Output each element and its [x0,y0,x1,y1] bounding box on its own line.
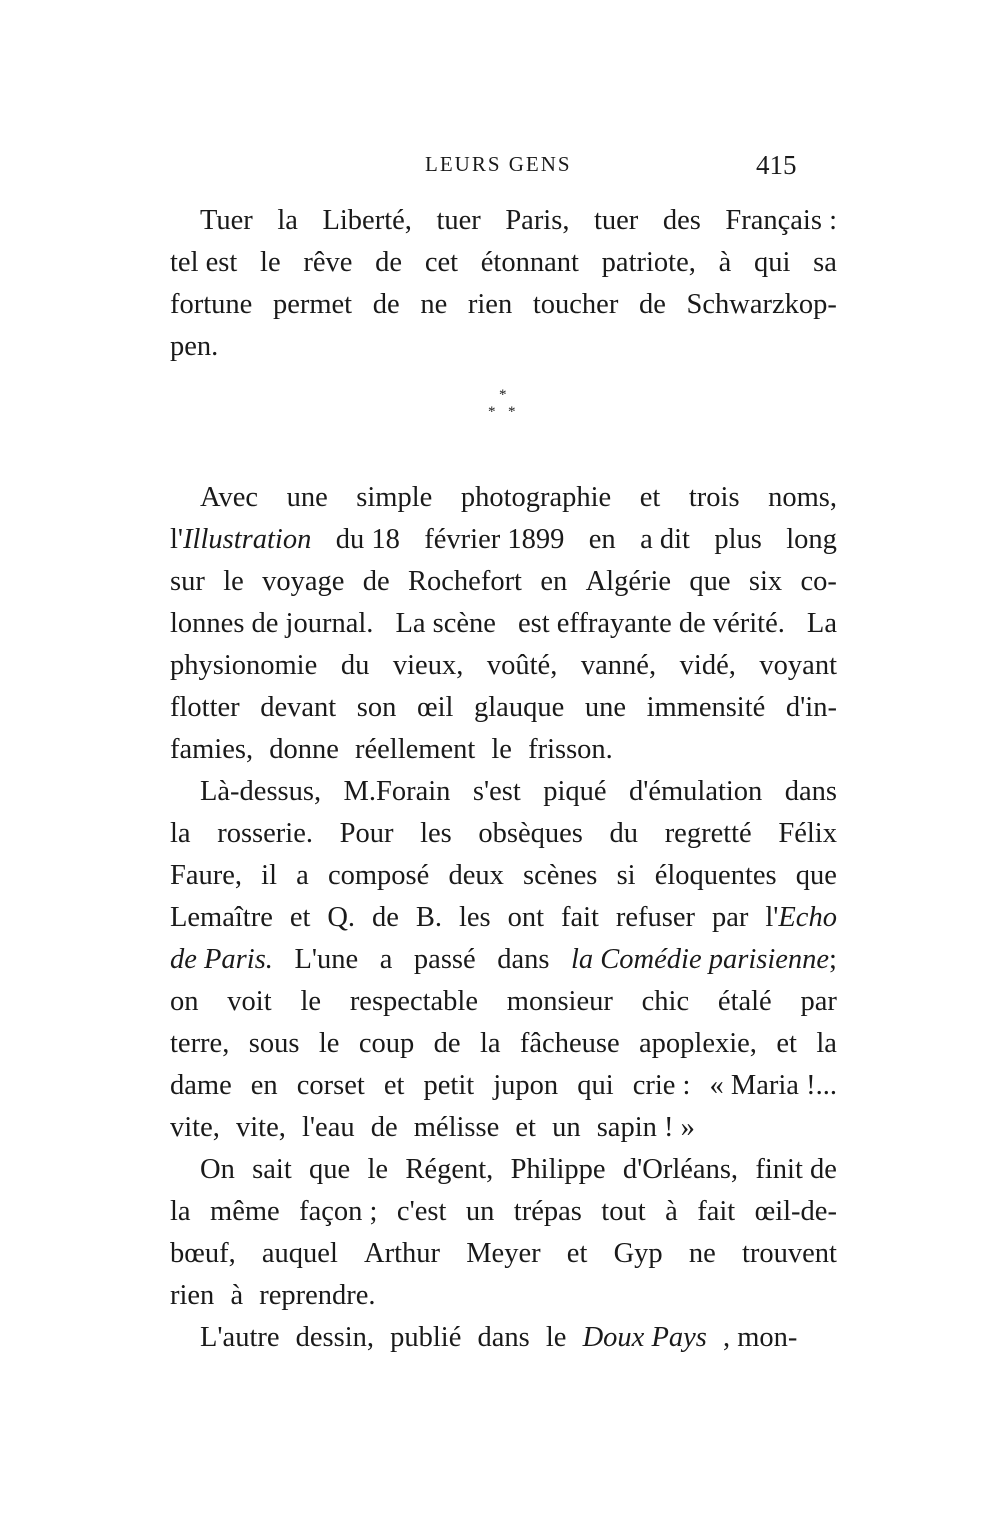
word: jupon [493,1070,559,1101]
word: vieux, [392,650,464,681]
text-line [170,729,837,771]
text-line [170,1317,837,1359]
word: regretté [664,818,752,849]
word: passé [413,944,476,975]
word: refuser [615,902,696,933]
word: Tuer [200,205,253,236]
word: la [479,1028,501,1059]
word: patriote, [601,247,696,278]
word: d'émulation [628,776,763,807]
word: et [566,1238,588,1269]
word: œil-de- [754,1196,837,1227]
word: du [340,650,370,681]
text-line [170,855,837,897]
word: sous [248,1028,300,1059]
word: Paris, [505,205,570,236]
word: Liberté, [322,205,412,236]
word: flotter [170,692,240,723]
word: rêve [303,247,353,278]
word: de [372,289,400,320]
text-line [170,813,837,855]
word: devant [260,692,337,723]
word: œil [416,692,454,723]
word: simple [356,482,433,513]
text-line [170,771,837,813]
word: rien [170,1280,215,1311]
text-line [170,477,837,519]
text-line [170,1107,837,1149]
text-line [170,1149,837,1191]
paragraph [170,477,837,771]
word: façon ; [299,1196,378,1227]
word: plus [714,524,762,555]
word: qui [754,247,791,278]
word: à [665,1196,678,1227]
text-line [170,1023,837,1065]
word: trois [688,482,740,513]
word: scènes [523,860,598,891]
word: L'autre [200,1322,280,1353]
word: éloquentes [654,860,777,891]
asterism-star: * [508,404,516,420]
paragraph [170,1149,837,1317]
word: Schwarzkop- [686,289,837,320]
word: des [662,205,701,236]
text-line [170,897,837,939]
paragraph [170,771,837,1149]
word: toucher [532,289,619,320]
word: « Maria !... [709,1070,837,1101]
word: cet [424,247,459,278]
word: du [609,818,639,849]
word: dessin, [295,1322,375,1353]
text-line [170,242,837,284]
word: dame [170,1070,232,1101]
word: pen. [170,331,219,362]
word: s'est [472,776,521,807]
word: a dit [640,524,690,555]
word: Gyp [613,1238,663,1269]
word: d'Orléans, [622,1154,739,1185]
text-line [170,1191,837,1233]
word: le [223,566,244,597]
word-group [571,939,837,981]
word: piqué [543,776,607,807]
word: B. [415,902,443,933]
text-line [170,561,837,603]
word: Rochefort [408,566,522,597]
word: Philippe [510,1154,606,1185]
word-group [575,1317,797,1359]
word: du 18 [335,524,400,555]
word: il [261,860,278,891]
word: tout [601,1196,646,1227]
word: Doux Pays [582,1322,707,1353]
word: immensité [646,692,766,723]
running-title: LEURS GENS [425,152,572,176]
word: apoplexie, [639,1028,757,1059]
word: est effrayante de vérité. [517,608,785,639]
word: le [491,734,512,765]
word: à [230,1280,244,1311]
word: qui [577,1070,614,1101]
word: la [816,1028,837,1059]
word: un [552,1112,581,1143]
word: vite, [170,1112,220,1143]
word: tuer [436,205,481,236]
word: on [170,986,199,1017]
word: La [806,608,837,639]
word: Avec [200,482,259,513]
text-line [170,326,837,368]
word: a [296,860,309,891]
word: le [545,1322,567,1353]
word: dans [784,776,837,807]
word: trépas [513,1196,582,1227]
word: vidé, [679,650,736,681]
word: coup [358,1028,415,1059]
word: et [776,1028,797,1059]
asterism-star: * [499,387,507,403]
word: le [318,1028,340,1059]
word: en [540,566,568,597]
word: fortune [170,289,253,320]
word: glauque [474,692,565,723]
word: photographie [460,482,612,513]
word: ; [829,944,837,975]
word: reprendre. [259,1280,376,1311]
word: rosserie. [217,818,313,849]
word: et [289,902,311,933]
word: bœuf, [170,1238,236,1269]
word: sa [813,247,837,278]
word: sapin ! » [596,1112,695,1143]
word: trouvent [741,1238,837,1269]
word: corset [296,1070,365,1101]
word: et [515,1112,536,1143]
word: réellement [355,734,476,765]
word: l' [765,902,779,933]
word: de [372,902,399,933]
word: les [420,818,452,849]
word: petit [423,1070,475,1101]
word: de Paris. [170,944,273,975]
paragraph [170,200,837,368]
word: dans [477,1322,530,1353]
word: en [588,524,616,555]
word: frisson. [528,734,613,765]
word: terre, [170,1028,230,1059]
word: le [300,986,322,1017]
word: par [711,902,749,933]
word: Arthur [364,1238,441,1269]
text-line [170,284,837,326]
word: voit [227,986,272,1017]
word: voyant [759,650,837,681]
word: d'in- [785,692,837,723]
text-line [170,519,837,561]
page-number: 415 [756,150,797,180]
word: en [250,1070,278,1101]
word: sur [170,566,205,597]
word: mélisse [413,1112,500,1143]
word: ont [507,902,545,933]
word: la [170,818,191,849]
word: ne [688,1238,716,1269]
word: étonnant [480,247,579,278]
word: La scène [395,608,496,639]
word: de [433,1028,461,1059]
word: noms, [768,482,837,513]
word: respectable [349,986,478,1017]
word: donne [269,734,339,765]
word: c'est [396,1196,447,1227]
word: finit de [755,1154,837,1185]
text-line [170,200,837,242]
word: Echo [778,902,837,933]
asterism [170,380,837,475]
word-group [170,519,311,561]
word: étalé [717,986,772,1017]
text-line [170,1233,837,1275]
word: dans [497,944,550,975]
word: permet [272,289,353,320]
word: a [379,944,393,975]
word: , mon- [722,1322,798,1353]
word: auquel [261,1238,338,1269]
word: de [362,566,390,597]
word: Pour [339,818,394,849]
text-line [170,1065,837,1107]
text-line [170,939,837,981]
word: Algérie [585,566,672,597]
word: que [795,860,837,891]
word: Q. [327,902,356,933]
word: une [584,692,626,723]
word: et [639,482,661,513]
word: le [367,1154,389,1185]
word: Français : [725,205,837,236]
word: la [277,205,298,236]
word: crie : [632,1070,691,1101]
word: de [370,1112,398,1143]
word: Lemaître [170,902,273,933]
asterism-star: * [488,404,496,420]
word: rien [467,289,513,320]
word: la [170,1196,191,1227]
word: fâcheuse [519,1028,620,1059]
word: obsèques [478,818,583,849]
word: Meyer [466,1238,541,1269]
word: M.Forain [343,776,451,807]
text-line [170,981,837,1023]
body-text [170,200,837,1359]
word: publié [390,1322,462,1353]
word: Faure, [170,860,243,891]
word: Illustration [183,524,312,555]
word: l' [170,524,184,555]
word: long [786,524,837,555]
word: physionomie [170,650,318,681]
running-head [0,152,1000,182]
word: et [383,1070,405,1101]
word: sait [252,1154,292,1185]
word: Là-dessus, [200,776,322,807]
word: son [356,692,397,723]
text-line [170,687,837,729]
word: même [210,1196,280,1227]
word: composé [327,860,430,891]
word: de [638,289,666,320]
word: les [458,902,491,933]
word: deux [448,860,504,891]
word: tel est [170,247,238,278]
word: voyage [262,566,345,597]
paragraph [170,1317,837,1359]
word-group [765,897,837,939]
text-line [170,645,837,687]
word: le [260,247,281,278]
word: monsieur [506,986,613,1017]
word: vanné, [580,650,657,681]
word: un [465,1196,495,1227]
word: voûté, [486,650,558,681]
word: tuer [593,205,639,236]
text-line [170,603,837,645]
word: de [375,247,403,278]
word: On [200,1154,235,1185]
word: l'eau [302,1112,355,1143]
word: chic [641,986,690,1017]
word: L'une [294,944,359,975]
word: Régent, [405,1154,494,1185]
word: lonnes de journal. [170,608,374,639]
word: une [286,482,328,513]
word: par [800,986,837,1017]
text-line [170,1275,837,1317]
word: co- [800,566,837,597]
word: fait [697,1196,736,1227]
word: à [718,247,732,278]
word: février 1899 [424,524,565,555]
word: que [309,1154,351,1185]
word: vite, [236,1112,286,1143]
word: la Comédie parisienne [571,944,830,975]
word: Félix [778,818,837,849]
word: fait [560,902,599,933]
word: famies, [170,734,254,765]
word: six [748,566,783,597]
word: ne [420,289,448,320]
word: que [689,566,731,597]
word: si [616,860,636,891]
